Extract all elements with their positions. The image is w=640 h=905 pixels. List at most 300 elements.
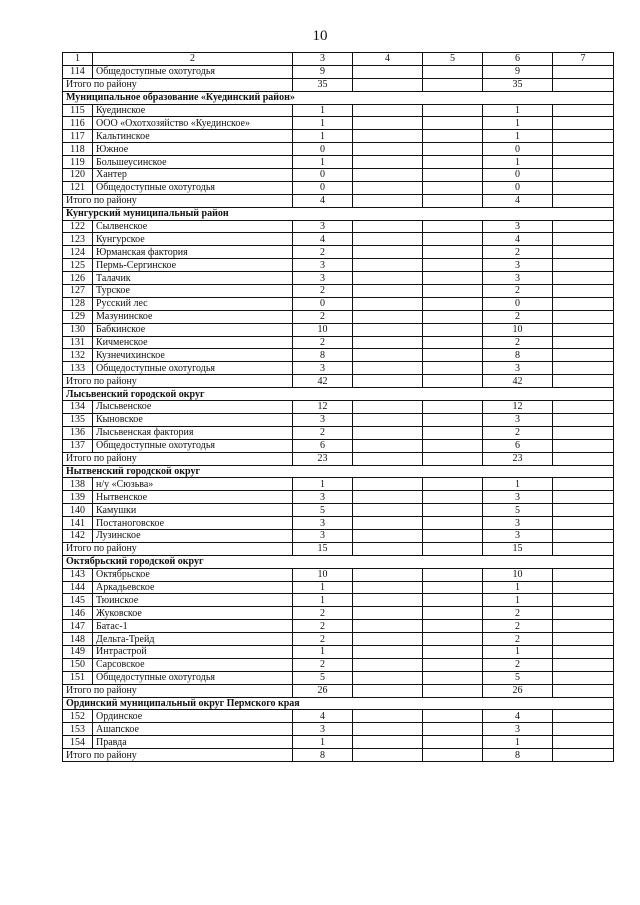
value-col3: 8 xyxy=(293,349,353,362)
total-label: Итого по району xyxy=(63,684,293,697)
table-row xyxy=(63,723,614,736)
row-name: Общедоступные охотугодья xyxy=(93,65,293,78)
value-col3: 5 xyxy=(293,671,353,684)
value-col7 xyxy=(553,297,614,310)
value-col3: 2 xyxy=(293,285,353,298)
value-col5 xyxy=(423,130,483,143)
value-col7 xyxy=(553,413,614,426)
value-col3: 3 xyxy=(293,413,353,426)
value-col7 xyxy=(553,581,614,594)
value-col3: 10 xyxy=(293,568,353,581)
row-number: 141 xyxy=(63,517,93,530)
row-number: 144 xyxy=(63,581,93,594)
value-col7 xyxy=(553,491,614,504)
row-number: 120 xyxy=(63,169,93,182)
value-col6: 10 xyxy=(483,323,553,336)
row-name: Кунгурское xyxy=(93,233,293,246)
total-col6: 4 xyxy=(483,194,553,207)
value-col4 xyxy=(353,517,423,530)
row-number: 140 xyxy=(63,504,93,517)
value-col5 xyxy=(423,736,483,749)
row-number: 121 xyxy=(63,181,93,194)
total-col6: 26 xyxy=(483,684,553,697)
row-name: ООО «Охотхозяйство «Куединское» xyxy=(93,117,293,130)
value-col7 xyxy=(553,710,614,723)
row-name: Южное xyxy=(93,143,293,156)
value-col3: 0 xyxy=(293,297,353,310)
value-col3: 2 xyxy=(293,607,353,620)
value-col7 xyxy=(553,143,614,156)
value-col6: 1 xyxy=(483,581,553,594)
total-col5 xyxy=(423,194,483,207)
value-col5 xyxy=(423,645,483,658)
table-row xyxy=(63,336,614,349)
total-row xyxy=(63,375,614,388)
total-col5 xyxy=(423,684,483,697)
value-col4 xyxy=(353,104,423,117)
column-header: 6 xyxy=(483,53,553,66)
value-col3: 3 xyxy=(293,220,353,233)
value-col3: 0 xyxy=(293,169,353,182)
row-number: 129 xyxy=(63,310,93,323)
total-col7 xyxy=(553,78,614,91)
value-col5 xyxy=(423,259,483,272)
value-col5 xyxy=(423,607,483,620)
table-header-row xyxy=(63,53,614,66)
column-header: 3 xyxy=(293,53,353,66)
total-col7 xyxy=(553,375,614,388)
table-row xyxy=(63,517,614,530)
value-col4 xyxy=(353,504,423,517)
section-title: Октябрьский городской округ xyxy=(63,555,614,568)
value-col6: 3 xyxy=(483,220,553,233)
value-col5 xyxy=(423,594,483,607)
row-number: 136 xyxy=(63,426,93,439)
row-number: 115 xyxy=(63,104,93,117)
value-col5 xyxy=(423,220,483,233)
total-label: Итого по району xyxy=(63,452,293,465)
value-col3: 2 xyxy=(293,620,353,633)
total-col4 xyxy=(353,452,423,465)
row-number: 147 xyxy=(63,620,93,633)
row-number: 124 xyxy=(63,246,93,259)
total-col5 xyxy=(423,749,483,762)
value-col3: 6 xyxy=(293,439,353,452)
table-row xyxy=(63,156,614,169)
value-col7 xyxy=(553,736,614,749)
total-row xyxy=(63,452,614,465)
value-col6: 1 xyxy=(483,117,553,130)
value-col3: 3 xyxy=(293,362,353,375)
total-col4 xyxy=(353,542,423,555)
row-name: Аркадьевское xyxy=(93,581,293,594)
row-number: 125 xyxy=(63,259,93,272)
value-col6: 0 xyxy=(483,169,553,182)
value-col5 xyxy=(423,401,483,414)
table-row xyxy=(63,117,614,130)
value-col5 xyxy=(423,285,483,298)
row-number: 118 xyxy=(63,143,93,156)
value-col6: 1 xyxy=(483,736,553,749)
value-col3: 1 xyxy=(293,104,353,117)
value-col4 xyxy=(353,169,423,182)
total-col5 xyxy=(423,78,483,91)
value-col6: 5 xyxy=(483,504,553,517)
value-col7 xyxy=(553,117,614,130)
value-col4 xyxy=(353,297,423,310)
row-name: Бабкинское xyxy=(93,323,293,336)
section-header-row xyxy=(63,465,614,478)
value-col5 xyxy=(423,323,483,336)
total-row xyxy=(63,542,614,555)
row-name: Жуковское xyxy=(93,607,293,620)
row-name: Ординское xyxy=(93,710,293,723)
value-col3: 3 xyxy=(293,723,353,736)
value-col5 xyxy=(423,568,483,581)
value-col6: 1 xyxy=(483,478,553,491)
section-header-row xyxy=(63,207,614,220)
value-col6: 3 xyxy=(483,259,553,272)
total-col5 xyxy=(423,375,483,388)
value-col4 xyxy=(353,130,423,143)
value-col5 xyxy=(423,181,483,194)
value-col7 xyxy=(553,620,614,633)
total-col6: 15 xyxy=(483,542,553,555)
table-row xyxy=(63,439,614,452)
table-row xyxy=(63,504,614,517)
row-name: Ашапское xyxy=(93,723,293,736)
value-col6: 9 xyxy=(483,65,553,78)
value-col3: 2 xyxy=(293,633,353,646)
row-number: 119 xyxy=(63,156,93,169)
value-col6: 3 xyxy=(483,529,553,542)
value-col5 xyxy=(423,272,483,285)
value-col7 xyxy=(553,426,614,439)
row-number: 131 xyxy=(63,336,93,349)
value-col4 xyxy=(353,117,423,130)
value-col7 xyxy=(553,285,614,298)
value-col7 xyxy=(553,310,614,323)
total-col6: 35 xyxy=(483,78,553,91)
section-title: Нытвенский городской округ xyxy=(63,465,614,478)
value-col6: 3 xyxy=(483,272,553,285)
row-name: Интрастрой xyxy=(93,645,293,658)
row-name: Кальтинское xyxy=(93,130,293,143)
data-table xyxy=(62,52,614,762)
row-name: Кичменское xyxy=(93,336,293,349)
value-col7 xyxy=(553,181,614,194)
row-number: 116 xyxy=(63,117,93,130)
row-name: Большеусинское xyxy=(93,156,293,169)
table-row xyxy=(63,181,614,194)
section-title: Кунгурский муниципальный район xyxy=(63,207,614,220)
value-col7 xyxy=(553,633,614,646)
value-col4 xyxy=(353,181,423,194)
row-name: Лузинское xyxy=(93,529,293,542)
row-name: Сарсовское xyxy=(93,658,293,671)
row-name: Октябрьское xyxy=(93,568,293,581)
row-number: 114 xyxy=(63,65,93,78)
value-col3: 5 xyxy=(293,504,353,517)
value-col3: 3 xyxy=(293,491,353,504)
value-col7 xyxy=(553,259,614,272)
value-col7 xyxy=(553,362,614,375)
table-row xyxy=(63,259,614,272)
row-name: Камушки xyxy=(93,504,293,517)
row-name: Лысьвенское xyxy=(93,401,293,414)
value-col6: 1 xyxy=(483,156,553,169)
value-col7 xyxy=(553,272,614,285)
value-col4 xyxy=(353,645,423,658)
value-col3: 1 xyxy=(293,645,353,658)
row-name: Общедоступные охотугодья xyxy=(93,671,293,684)
value-col7 xyxy=(553,401,614,414)
value-col4 xyxy=(353,658,423,671)
value-col3: 1 xyxy=(293,117,353,130)
row-name: Куединское xyxy=(93,104,293,117)
value-col6: 3 xyxy=(483,723,553,736)
value-col3: 1 xyxy=(293,736,353,749)
value-col4 xyxy=(353,285,423,298)
table-row xyxy=(63,413,614,426)
value-col5 xyxy=(423,504,483,517)
value-col7 xyxy=(553,104,614,117)
value-col6: 8 xyxy=(483,349,553,362)
value-col6: 12 xyxy=(483,401,553,414)
value-col6: 6 xyxy=(483,439,553,452)
value-col3: 1 xyxy=(293,478,353,491)
section-header-row xyxy=(63,555,614,568)
table-row xyxy=(63,272,614,285)
section-title: Ординский муниципальный округ Пермского края xyxy=(63,697,614,710)
value-col6: 2 xyxy=(483,633,553,646)
total-row xyxy=(63,684,614,697)
value-col7 xyxy=(553,671,614,684)
row-number: 139 xyxy=(63,491,93,504)
row-name: н/у «Сюзьва» xyxy=(93,478,293,491)
value-col4 xyxy=(353,736,423,749)
value-col4 xyxy=(353,310,423,323)
row-name: Пермь-Сергинское xyxy=(93,259,293,272)
value-col4 xyxy=(353,607,423,620)
value-col7 xyxy=(553,130,614,143)
value-col5 xyxy=(423,297,483,310)
table-row xyxy=(63,220,614,233)
value-col5 xyxy=(423,65,483,78)
value-col4 xyxy=(353,246,423,259)
value-col4 xyxy=(353,491,423,504)
table-row xyxy=(63,594,614,607)
value-col4 xyxy=(353,233,423,246)
value-col3: 9 xyxy=(293,65,353,78)
value-col7 xyxy=(553,594,614,607)
row-number: 142 xyxy=(63,529,93,542)
value-col7 xyxy=(553,504,614,517)
row-name: Юрманская фактория xyxy=(93,246,293,259)
value-col6: 10 xyxy=(483,568,553,581)
total-col3: 15 xyxy=(293,542,353,555)
value-col4 xyxy=(353,349,423,362)
value-col6: 3 xyxy=(483,491,553,504)
value-col6: 5 xyxy=(483,671,553,684)
row-name: Общедоступные охотугодья xyxy=(93,181,293,194)
total-col5 xyxy=(423,542,483,555)
row-name: Правда xyxy=(93,736,293,749)
value-col7 xyxy=(553,65,614,78)
total-col3: 26 xyxy=(293,684,353,697)
value-col7 xyxy=(553,169,614,182)
value-col4 xyxy=(353,439,423,452)
section-header-row xyxy=(63,91,614,104)
row-name: Турское xyxy=(93,285,293,298)
total-col3: 8 xyxy=(293,749,353,762)
value-col6: 0 xyxy=(483,181,553,194)
value-col4 xyxy=(353,156,423,169)
value-col7 xyxy=(553,517,614,530)
table-row xyxy=(63,285,614,298)
value-col5 xyxy=(423,581,483,594)
total-col7 xyxy=(553,542,614,555)
total-col6: 23 xyxy=(483,452,553,465)
value-col6: 3 xyxy=(483,517,553,530)
total-col4 xyxy=(353,194,423,207)
row-number: 130 xyxy=(63,323,93,336)
value-col5 xyxy=(423,439,483,452)
value-col4 xyxy=(353,710,423,723)
value-col7 xyxy=(553,233,614,246)
table-row xyxy=(63,246,614,259)
row-name: Сылвенское xyxy=(93,220,293,233)
value-col4 xyxy=(353,336,423,349)
value-col5 xyxy=(423,620,483,633)
value-col3: 2 xyxy=(293,246,353,259)
value-col6: 0 xyxy=(483,143,553,156)
column-header: 5 xyxy=(423,53,483,66)
value-col7 xyxy=(553,156,614,169)
table-row xyxy=(63,349,614,362)
section-header-row xyxy=(63,697,614,710)
total-label: Итого по району xyxy=(63,78,293,91)
value-col3: 3 xyxy=(293,272,353,285)
table-row xyxy=(63,658,614,671)
value-col3: 1 xyxy=(293,156,353,169)
value-col4 xyxy=(353,620,423,633)
total-col3: 42 xyxy=(293,375,353,388)
total-col7 xyxy=(553,194,614,207)
row-name: Тюинское xyxy=(93,594,293,607)
value-col7 xyxy=(553,529,614,542)
value-col6: 1 xyxy=(483,104,553,117)
table-row xyxy=(63,568,614,581)
value-col3: 2 xyxy=(293,336,353,349)
value-col4 xyxy=(353,581,423,594)
table-row xyxy=(63,736,614,749)
value-col5 xyxy=(423,426,483,439)
row-number: 123 xyxy=(63,233,93,246)
row-name: Хантер xyxy=(93,169,293,182)
value-col7 xyxy=(553,439,614,452)
total-col4 xyxy=(353,375,423,388)
column-header: 4 xyxy=(353,53,423,66)
table-row xyxy=(63,130,614,143)
row-number: 134 xyxy=(63,401,93,414)
value-col5 xyxy=(423,633,483,646)
page-number: 10 xyxy=(312,28,328,44)
row-number: 135 xyxy=(63,413,93,426)
row-number: 151 xyxy=(63,671,93,684)
row-name: Нытвенское xyxy=(93,491,293,504)
value-col5 xyxy=(423,117,483,130)
total-col7 xyxy=(553,749,614,762)
total-col4 xyxy=(353,78,423,91)
table-row xyxy=(63,362,614,375)
table-row xyxy=(63,401,614,414)
value-col7 xyxy=(553,323,614,336)
row-number: 145 xyxy=(63,594,93,607)
table-row xyxy=(63,169,614,182)
value-col5 xyxy=(423,310,483,323)
column-header: 7 xyxy=(553,53,614,66)
table-row xyxy=(63,233,614,246)
value-col3: 4 xyxy=(293,233,353,246)
value-col3: 0 xyxy=(293,181,353,194)
total-col4 xyxy=(353,749,423,762)
row-name: Дельта-Трейд xyxy=(93,633,293,646)
table-row xyxy=(63,478,614,491)
value-col4 xyxy=(353,529,423,542)
value-col7 xyxy=(553,658,614,671)
value-col4 xyxy=(353,65,423,78)
value-col4 xyxy=(353,143,423,156)
value-col5 xyxy=(423,710,483,723)
table-row xyxy=(63,645,614,658)
total-col5 xyxy=(423,452,483,465)
total-col3: 4 xyxy=(293,194,353,207)
table-row xyxy=(63,143,614,156)
value-col3: 2 xyxy=(293,658,353,671)
total-col6: 8 xyxy=(483,749,553,762)
value-col7 xyxy=(553,478,614,491)
value-col4 xyxy=(353,594,423,607)
total-label: Итого по району xyxy=(63,194,293,207)
value-col5 xyxy=(423,233,483,246)
value-col4 xyxy=(353,362,423,375)
row-number: 127 xyxy=(63,285,93,298)
value-col6: 1 xyxy=(483,594,553,607)
total-col3: 23 xyxy=(293,452,353,465)
table-row xyxy=(63,297,614,310)
value-col6: 4 xyxy=(483,710,553,723)
value-col3: 10 xyxy=(293,323,353,336)
value-col3: 3 xyxy=(293,259,353,272)
value-col4 xyxy=(353,401,423,414)
value-col6: 1 xyxy=(483,645,553,658)
row-name: Лысьвенская фактория xyxy=(93,426,293,439)
total-col7 xyxy=(553,452,614,465)
total-row xyxy=(63,194,614,207)
row-name: Талачик xyxy=(93,272,293,285)
total-label: Итого по району xyxy=(63,749,293,762)
value-col5 xyxy=(423,413,483,426)
value-col6: 2 xyxy=(483,607,553,620)
value-col6: 2 xyxy=(483,285,553,298)
table-row xyxy=(63,620,614,633)
value-col4 xyxy=(353,671,423,684)
value-col6: 2 xyxy=(483,658,553,671)
value-col6: 2 xyxy=(483,620,553,633)
value-col5 xyxy=(423,723,483,736)
row-name: Общедоступные охотугодья xyxy=(93,362,293,375)
